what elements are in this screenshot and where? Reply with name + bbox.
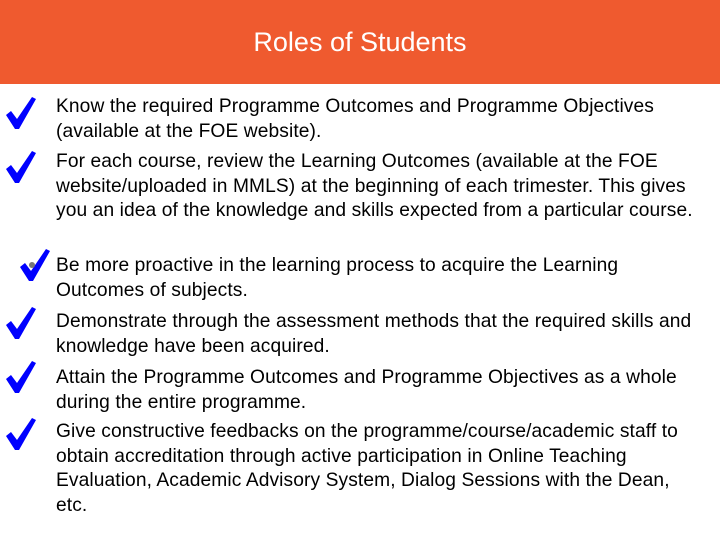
checkmark-icon	[3, 96, 37, 130]
bullet-item-feedback: Give constructive feedbacks on the programme/course/academic staff to obtain accreditation through active participation in Online Teaching Evaluation, Academic Advisory System, Dialog Sessions with the Dean, etc.	[56, 421, 678, 516]
slide-title: Roles of Students	[253, 27, 467, 57]
bullet-item-proactive: Be more proactive in the learning process to acquire the Learning Outcomes of subjects.	[56, 255, 619, 301]
checkmark-icon	[3, 306, 37, 340]
title-bar	[0, 0, 720, 84]
checkmark-icon	[3, 150, 37, 184]
bullet-item-attain: Attain the Programme Outcomes and Programme Objectives as a whole during the entire programme.	[56, 367, 677, 413]
bullet-item-programme-outcomes: Know the required Programme Outcomes and Programme Objectives (available at the FOE website).	[56, 96, 654, 142]
bullet-item-course-review: For each course, review the Learning Outcomes (available at the FOE website/uploaded in MMLS) at the beginning of each trimester. This gives you an idea of the knowledge and skills expected from a particular course.	[56, 151, 693, 222]
checkmark-icon	[3, 417, 37, 451]
bullet-item-demonstrate: Demonstrate through the assessment methods that the required skills and knowledge have been acquired.	[56, 311, 692, 357]
bullet-dot-icon	[29, 262, 35, 268]
checkmark-icon	[3, 360, 37, 394]
